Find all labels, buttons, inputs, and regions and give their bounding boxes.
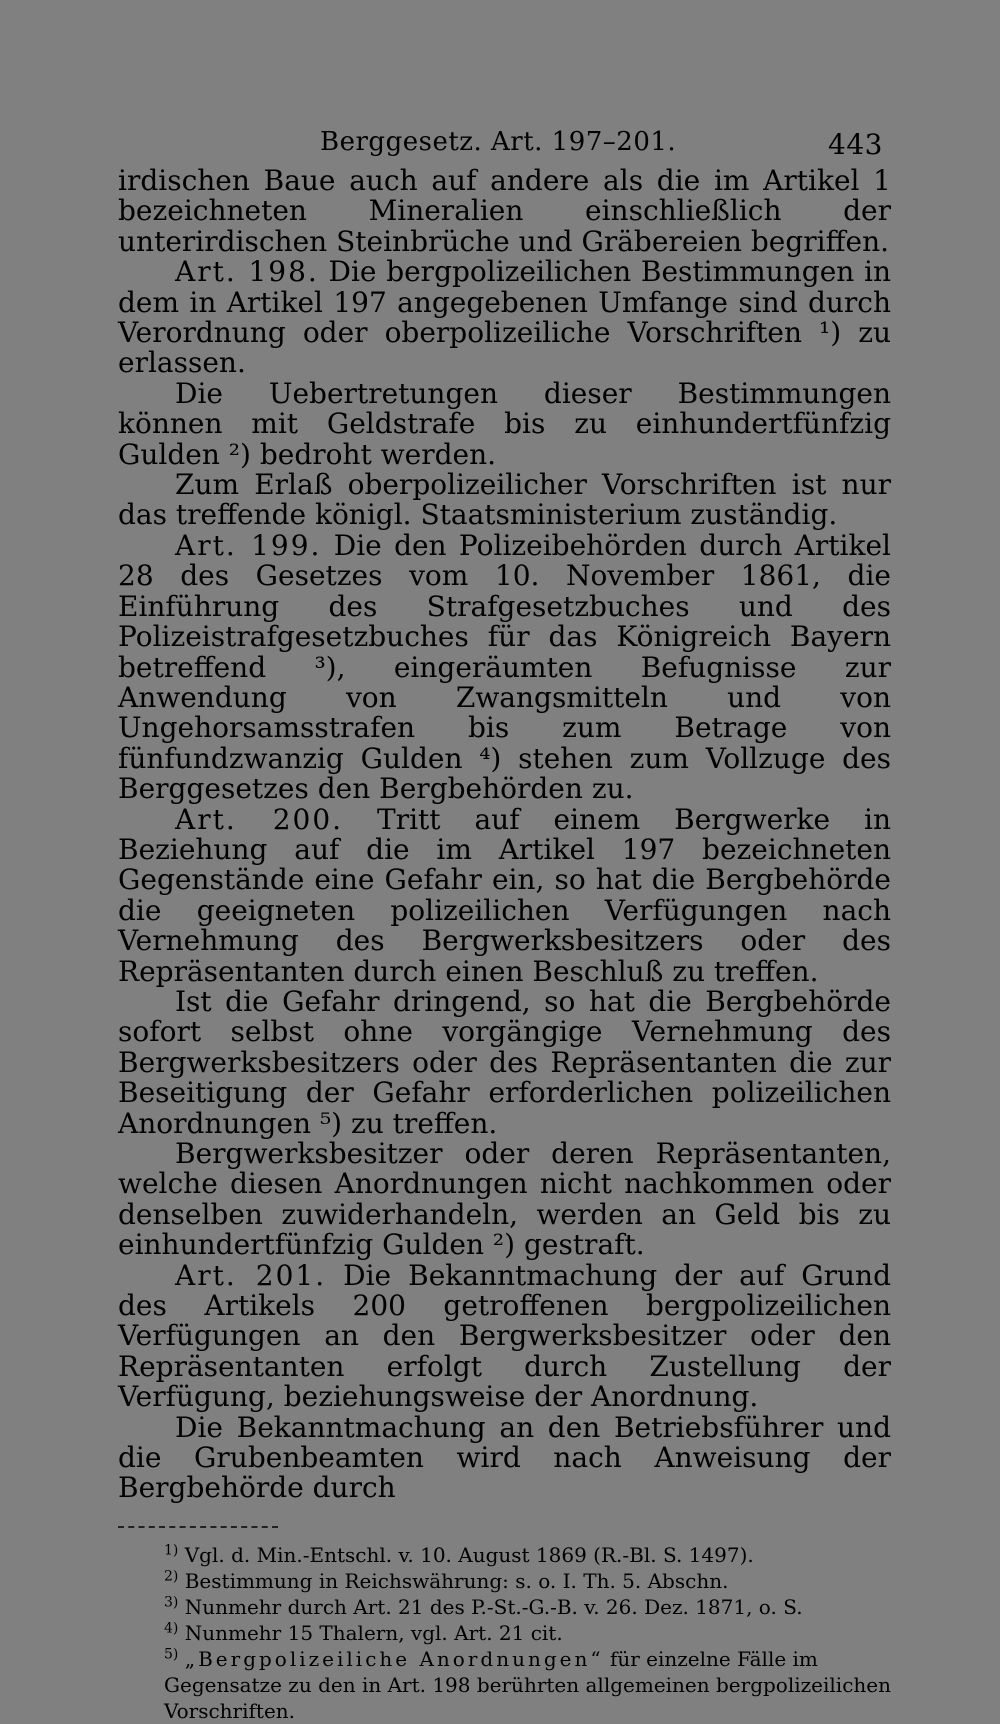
footnote-mark: 2) [164,1568,179,1585]
footnote-5 [164,1646,891,1724]
footnote-4 [164,1620,891,1646]
footnote-mark: 1) [164,1542,179,1559]
paragraph-competence: Zum Erlaß oberpolizeilicher Vorschriften ist nur das treffende königl. Staatsministerium zuständig. [118,468,891,532]
article-199 [118,528,891,806]
article-201 [118,1258,891,1414]
footnote-text: Vgl. d. Min.-Entschl. v. 10. August 1869 (R.-Bl. S. 1497). [184,1542,754,1567]
article-text: Die den Polizeibehörden durch Artikel 28 des Gesetzes vom 10. November 1861, die Einführung des Strafgesetzbuches und des Polizeistrafgesetzbuches für das Königreich Bayern betreffend ³), eingeräumten Befugnisse zur Anwendung von Zwangsmitteln und von Ungehorsamsstrafen bis zum Betrage von fünfundzwanzig Gulden ⁴) stehen zum Vollzuge des Berggesetzes den Bergbehörden zu. [118,528,891,806]
paragraph-non-compliance: Bergwerksbesitzer oder deren Repräsentanten, welche diesen Anordnungen nicht nachkommen oder denselben zuwiderhandeln, werden an Geld bis zu einhundertfünfzig Gulden ²) gestraft. [118,1137,891,1262]
footnote-2 [164,1568,891,1594]
footnote-text: Nunmehr 15 Thalern, vgl. Art. 21 cit. [184,1620,563,1645]
footnote-1 [164,1542,891,1568]
article-label: Art. 198. [175,255,319,289]
footnote-mark: 5) [164,1646,179,1663]
book-page [118,118,891,1724]
footnote-text: Nunmehr durch Art. 21 des P.-St.-G.-B. v. 26. Dez. 1871, o. S. [184,1594,803,1619]
footnote-emphasis: „Bergpolizeiliche Anordnungen“ [184,1646,604,1671]
footnote-mark: 3) [164,1594,179,1611]
paragraph-announcement: Die Bekanntmachung an den Betriebsführer und die Grubenbeamten wird nach Anweisung der Bergbehörde durch [118,1410,891,1505]
page-header [118,118,891,161]
footnote-mark: 4) [164,1620,179,1637]
article-text: Die bergpolizeilichen Bestimmungen in dem in Artikel 197 angegebenen Umfange sind durch Verordnung oder oberpolizeiliche Vorschriften ¹) zu erlassen. [118,255,891,380]
paragraph-penalty: Die Uebertretungen dieser Bestimmungen können mit Geldstrafe bis zu einhundertfünfzig Gulden ²) bedroht werden. [118,376,891,471]
paragraph-art197-continued: irdischen Baue auch auf andere als die im Artikel 1 bezeichneten Mineralien einschließlich der unterirdischen Steinbrüche und Gräbereien begriffen. [118,164,891,258]
footnote-text: für einzelne Fälle im Gegensatze zu den in Art. 198 berührten allgemeinen bergpolizeilichen Vorschriften. [164,1646,892,1723]
footnote-3 [164,1594,891,1620]
article-label: Art. 199. [175,528,322,562]
article-text: Die Bekanntmachung der auf Grund des Artikels 200 getroffenen bergpolizeilichen Verfügungen an den Bergwerksbesitzer oder den Repräsentanten erfolgt durch Zustellung der Verfügung, beziehungsweise der Anordnung. [118,1258,891,1414]
article-198 [118,257,891,379]
paragraph-urgent-danger: Ist die Gefahr dringend, so hat die Bergbehörde sofort selbst ohne vorgängige Vernehmung des Bergwerksbesitzers oder des Repräsentanten die zur Beseitigung der Gefahr erforderlichen polizeilichen Anordnungen ⁵) zu treffen. [118,984,891,1140]
article-label: Art. 200. [175,802,344,836]
footnote-separator [118,1526,278,1528]
main-text [118,166,891,1504]
footnotes [118,1542,891,1724]
footnote-text: Bestimmung in Reichswährung: s. o. I. Th. 5. Abschn. [184,1568,729,1593]
page-number: 443 [828,128,883,161]
article-label: Art. 201. [175,1258,327,1292]
article-200 [118,802,891,988]
running-head: Berggesetz. Art. 197–201. [320,127,677,157]
article-text: Tritt auf einem Bergwerke in Beziehung auf die im Artikel 197 bezeichneten Gegenstände eine Gefahr ein, so hat die Bergbehörde die geeigneten polizeilichen Verfügungen nach Vernehmung des Bergwerksbesitzers oder des Repräsentanten durch einen Beschluß zu treffen. [118,802,891,988]
